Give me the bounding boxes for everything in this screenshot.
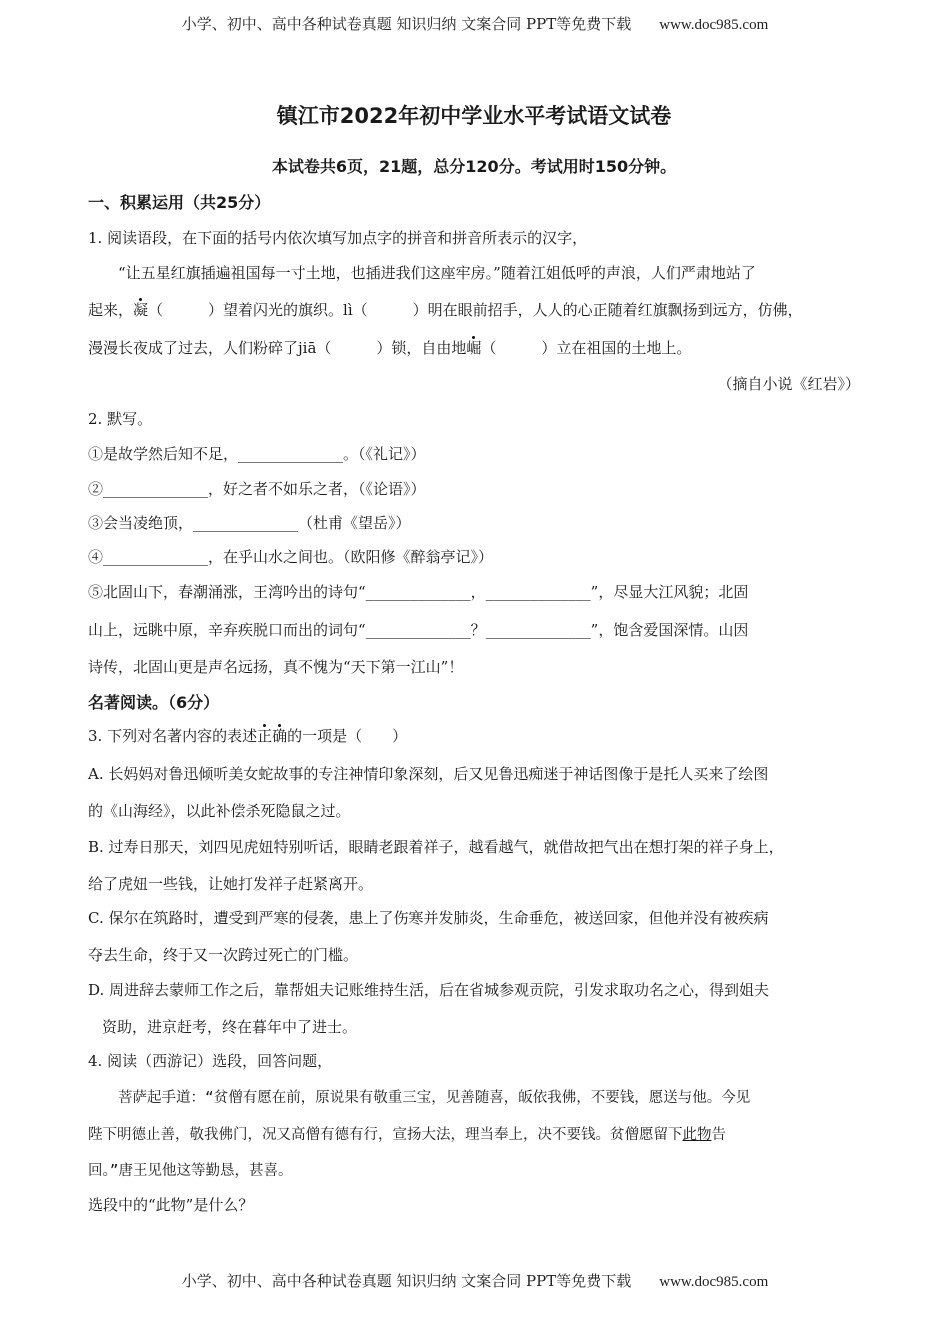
q2-item-2: ②______________，好之者不如乐之者，（《论语》） <box>88 480 426 498</box>
footer-text: 小学、初中、高中各种试卷真题 知识归纳 文案合同 PPT等免费下载 <box>181 1272 632 1290</box>
section-heading-2: 名著阅读。（6分） <box>88 693 220 712</box>
q2-item-5-line-3: 诗传，北固山更是声名远扬，真不愧为“天下第一江山”！ <box>88 658 464 676</box>
page-footer <box>0 1270 950 1291</box>
dotted-char: 崛 <box>466 339 482 357</box>
q3-text: 的一项是（ ） <box>287 727 408 745</box>
q1-text: 起来， <box>88 301 134 319</box>
q3-stem <box>88 725 860 746</box>
q1-stem: 1. 阅读语段，在下面的括号内依次填写加点字的拼音和拼音所表示的汉字， <box>88 229 588 247</box>
q2-item-5-line-1: ⑤北固山下，春潮涌涨，王湾吟出的诗句“______________，______________”，尽显大江风貌；北固 <box>88 583 749 601</box>
q4-text: 陛下明德止善，敬我佛门，况又高僧有德有行，宣扬大法，理当奉上，决不要钱。贫僧愿留下 <box>88 1127 683 1143</box>
q3-option-a-line-2: 的《山海经》，以此补偿杀死隐鼠之过。 <box>88 802 351 820</box>
q2-item-5-line-2: 山上，远眺中原，辛弃疾脱口而出的词句“______________？______________”，饱含爱国深情。山因 <box>88 621 749 639</box>
q4-text: 告 <box>711 1127 726 1143</box>
q3-option-b-line-2: 给了虎妞一些钱，让她打发祥子赶紧离开。 <box>88 875 374 893</box>
section-heading-1: 一、积累运用（共25分） <box>88 193 271 212</box>
q1-source: （摘自小说《红岩》） <box>717 375 860 393</box>
header-text: 小学、初中、高中各种试卷真题 知识归纳 文案合同 PPT等免费下载 <box>181 15 632 33</box>
q3-text: 3. 下列对名著内容的表述 <box>88 727 258 745</box>
header-url[interactable]: www.doc985.com <box>659 17 769 33</box>
q3-option-c-line-2: 夺去生命，终于又一次跨过死亡的门槛。 <box>88 946 359 964</box>
q1-passage-line-2 <box>88 299 860 320</box>
underlined-phrase: 此物 <box>682 1127 712 1143</box>
q4-passage-line-2 <box>88 1123 860 1144</box>
q1-text: （ ）立在祖国的土地上。 <box>481 339 692 357</box>
q3-option-d-line-2: 资助，进京赶考，终在暮年中了进士。 <box>102 1018 358 1036</box>
dotted-char: 凝 <box>133 301 149 319</box>
page-header <box>0 13 950 34</box>
dotted-char: 正 <box>257 727 273 745</box>
q1-passage-line-3 <box>88 337 860 358</box>
dotted-char: 确 <box>272 727 288 745</box>
q2-stem: 2. 默写。 <box>88 410 153 428</box>
q1-text: （ ）望着闪光的旗织。lì（ ）明在眼前招手，人人的心正随着红旗飘扬到远方，仿佛， <box>148 301 803 319</box>
q1-text: 漫漫长夜成了过去，人们粉碎了jiā（ ）锁，自由地 <box>88 339 467 357</box>
q4-stem: 4. 阅读（西游记）选段，回答问题， <box>88 1052 333 1070</box>
q3-option-c-line-1: C. 保尔在筑路时，遭受到严寒的侵袭，患上了伤寒并发肺炎，生命垂危，被送回家，但他并没有被疾病 <box>88 909 769 927</box>
q4-passage-line-1: 菩萨起手道：“贫僧有愿在前，原说果有敬重三宝，见善随喜，皈依我佛，不要钱，愿送与他。今见 <box>118 1090 751 1106</box>
q2-item-4: ④______________，在乎山水之间也。（欧阳修《醉翁亭记》） <box>88 548 494 566</box>
exam-instructions: 本试卷共6页，21题，总分120分。考试用时150分钟。 <box>271 157 677 176</box>
footer-url[interactable]: www.doc985.com <box>659 1274 769 1290</box>
q4-passage-line-3: 回。”唐王见他这等勤恳，甚喜。 <box>88 1163 293 1179</box>
q3-option-d-line-1: D. 周进辞去蒙师工作之后，靠帮姐夫记账维持生活，后在省城参观贡院，引发求取功名之心，得到姐夫 <box>88 981 770 999</box>
q2-item-1: ①是故学然后知不足，______________。（《礼记》） <box>88 445 426 463</box>
q2-item-3: ③会当凌绝顶，______________（杜甫《望岳》） <box>88 514 411 532</box>
q4-question: 选段中的“此物”是什么？ <box>88 1196 254 1214</box>
page-title: 镇江市2022年初中学业水平考试语文试卷 <box>276 104 672 128</box>
q3-option-b-line-1: B. 过寿日那天，刘四见虎妞特别听话，眼睛老跟着祥子，越看越气，就借故把气出在想打架的祥子身上， <box>88 838 784 856</box>
q1-passage-line-1: “让五星红旗插遍祖国每一寸土地，也插进我们这座牢房。”随着江姐低呼的声浪，人们严肃地站了 <box>118 264 756 282</box>
q3-option-a-line-1: A. 长妈妈对鲁迅倾听美女蛇故事的专注神情印象深刻，后又见鲁迅痴迷于神话图像于是托人买来了绘图 <box>88 765 769 783</box>
